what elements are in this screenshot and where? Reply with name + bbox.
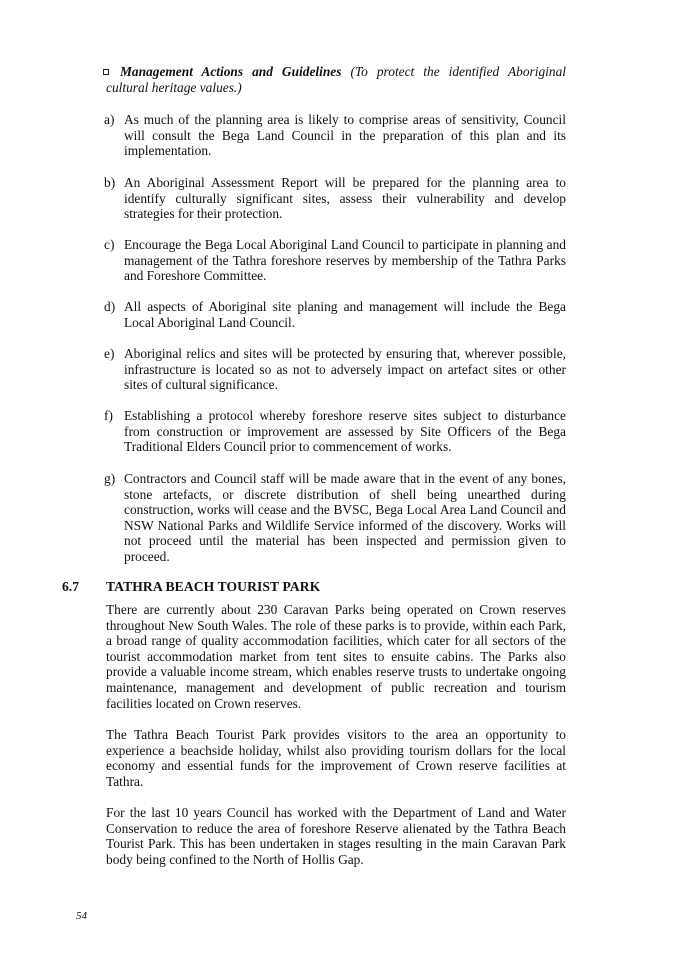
list-item-text: An Aboriginal Assessment Report will be prepared for the planning area to identify culturally significant sites, assess their vulnerability and develop strategies for their protection.: [124, 175, 566, 222]
management-subtitle: (To protect the identified Aboriginal cultural heritage values.): [106, 64, 566, 96]
management-title: Management Actions and Guidelines: [120, 64, 342, 79]
list-item-letter: c): [104, 237, 115, 252]
list-item-letter: b): [104, 175, 116, 190]
list-item-letter: a): [104, 112, 115, 127]
list-item-text: Contractors and Council staff will be made aware that in the event of any bones, stone artefacts, or discrete distribution of shell being unearthed during construction, works will cease and the BVSC, Bega Local Area Land Council and NSW National Parks and Wildlife Service informed of the discovery. Works will not proceed until the material has been inspected and permission given to proceed.: [124, 471, 566, 564]
section-paragraph-2: The Tathra Beach Tourist Park provides visitors to the area an opportunity to experience a beachside holiday, whilst also providing tourism dollars for the local economy and essential funds for the improvement of Crown reserve facilities at Tathra.: [106, 727, 566, 789]
list-item-text: Encourage the Bega Local Aboriginal Land Council to participate in planning and management of the Tathra foreshore reserves by membership of the Tathra Parks and Foreshore Committee.: [124, 237, 566, 284]
list-item-b: [104, 175, 566, 222]
page-number: 54: [76, 910, 87, 922]
list-item-letter: d): [104, 299, 116, 314]
management-heading: [106, 64, 566, 96]
list-item-letter: g): [104, 471, 116, 486]
list-item-c: [104, 237, 566, 284]
section-paragraph-3: For the last 10 years Council has worked with the Department of Land and Water Conservation to reduce the area of foreshore Reserve alienated by the Tathra Beach Tourist Park. This has been undertaken in stages resulting in the main Caravan Park body being confined to the North of Hollis Gap.: [106, 805, 566, 867]
list-item-e: [104, 346, 566, 393]
list-item-text: As much of the planning area is likely to comprise areas of sensitivity, Council will consult the Bega Land Council in the preparation of this plan and its implementation.: [124, 112, 566, 159]
list-item-text: All aspects of Aboriginal site planing and management will include the Bega Local Aboriginal Land Council.: [124, 299, 566, 330]
list-item-g: [104, 471, 566, 565]
list-item-letter: f): [104, 408, 113, 423]
list-item-text: Aboriginal relics and sites will be protected by ensuring that, wherever possible, infrastructure is located so as not to adversely impact on artefact sites or other sites of cultural significance.: [124, 346, 566, 393]
list-item-text: Establishing a protocol whereby foreshore reserve sites subject to disturbance from construction or improvement are assessed by Site Officers of the Bega Traditional Elders Council prior to commencement of works.: [124, 408, 566, 455]
section-paragraph-1: There are currently about 230 Caravan Parks being operated on Crown reserves throughout New South Wales. The role of these parks is to provide, within each Park, a broad range of quality accommodation facilities, which cater for all sectors of the tourist accommodation market from tent sites to ensuite cabins. The Parks also provide a valuable income stream, which enables reserve trusts to undertake ongoing maintenance, management and development of public recreation and tourism facilities located on Crown reserves.: [106, 602, 566, 711]
square-bullet-icon: [103, 69, 109, 75]
list-item-letter: e): [104, 346, 115, 361]
list-item-f: [104, 408, 566, 455]
section-number: 6.7: [62, 579, 79, 594]
list-item-a: [104, 112, 566, 159]
list-item-d: [104, 299, 566, 330]
section-title: TATHRA BEACH TOURIST PARK: [106, 579, 321, 594]
